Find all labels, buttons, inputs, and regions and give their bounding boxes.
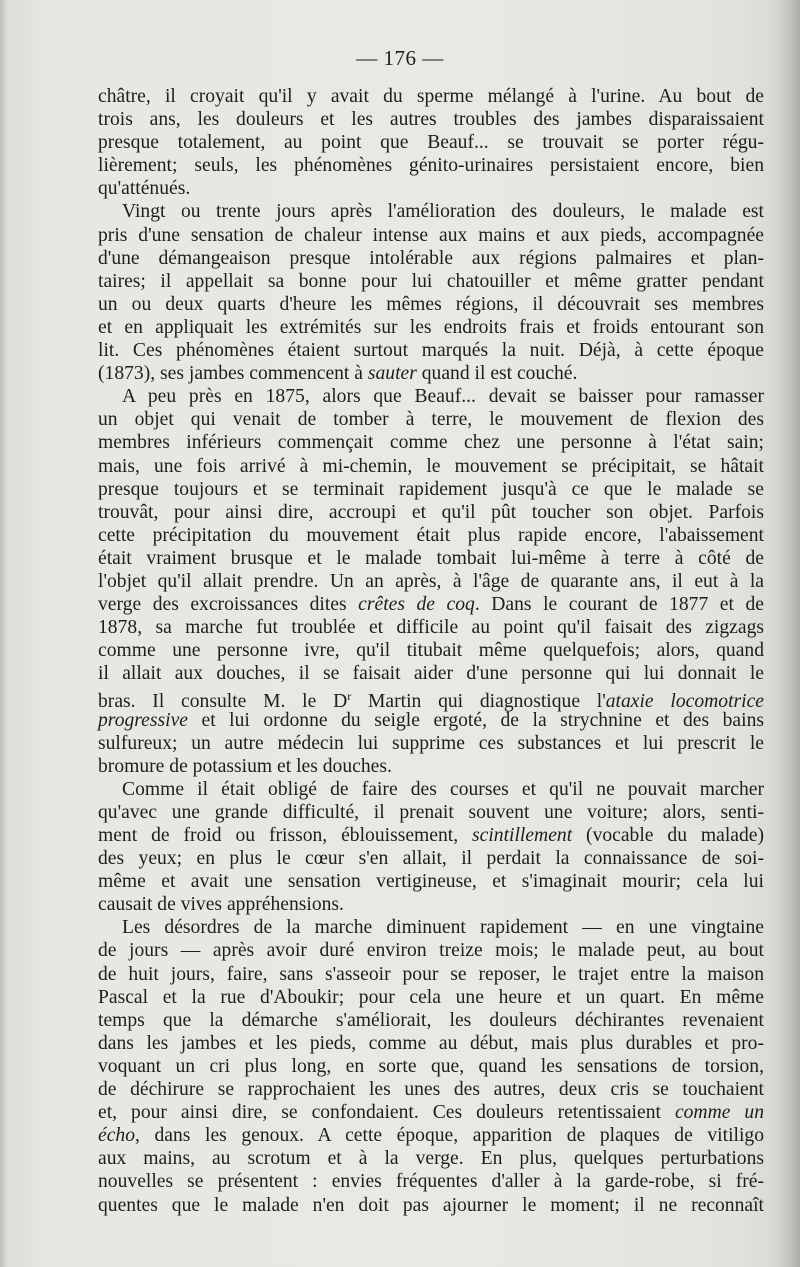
text-line: dans les jambes et les pieds, comme au début, mais plus durables et pro- xyxy=(98,1032,764,1054)
text-line: Pascal et la rue d'Aboukir; pour cela une heure et un quart. En même xyxy=(98,986,764,1008)
page-left-edge xyxy=(0,0,8,1267)
text-line: nouvelles se présentent : envies fréquentes d'aller à la garde-robe, si fré- xyxy=(98,1171,764,1193)
text-line: Comme il était obligé de faire des courses et qu'il ne pouvait marcher xyxy=(122,778,764,800)
text-line: qu'atténués. xyxy=(98,178,191,200)
text-line: un objet qui venait de tomber à terre, le mouvement de flexion des xyxy=(98,409,764,431)
text-line: trouvât, pour ainsi dire, accroupi et qu'il pût toucher son objet. Parfois xyxy=(98,501,764,523)
text-line: trois ans, les douleurs et les autres troubles des jambes disparaissaient xyxy=(98,109,764,131)
text-line: et en appliquait les extrémités sur les endroits frais et froids entourant son xyxy=(98,316,764,338)
page-binding-shadow xyxy=(772,0,800,1267)
text-line: d'une démangeaison presque intolérable aux régions palmaires et plan- xyxy=(98,247,764,269)
text-line: de huit jours, faire, sans s'asseoir pour se reposer, le trajet entre la maison xyxy=(98,963,764,985)
text-line: qu'avec une grande difficulté, il prenait souvent une voiture; alors, senti- xyxy=(98,801,764,823)
text-line: Vingt ou trente jours après l'amélioration des douleurs, le malade est xyxy=(122,201,764,223)
text-line: presque totalement, au point que Beauf... se trouvait se porter régu- xyxy=(98,132,764,154)
page-number: — 176 — xyxy=(356,46,444,70)
text-line: des yeux; en plus le cœur s'en allait, il perdait la connaissance de soi- xyxy=(98,848,764,870)
text-line: voquant un cri plus long, en sorte que, quand les sensations de torsion, xyxy=(98,1055,764,1077)
text-line: bromure de potassium et les douches. xyxy=(98,755,392,777)
text-line: A peu près en 1875, alors que Beauf... devait se baisser pour ramasser xyxy=(122,386,764,408)
text-line: membres inférieurs commençait comme chez une personne à l'état sain; xyxy=(98,432,764,454)
text-line: quentes que le malade n'en doit pas ajourner le moment; il ne reconnaît xyxy=(98,1194,764,1216)
text-line: même et avait une sensation vertigineuse, et s'imaginait mourir; cela lui xyxy=(98,871,764,893)
text-line: un ou deux quarts d'heure les mêmes régions, il découvrait ses membres xyxy=(98,293,764,315)
text-line: de déchirure se rapprochaient les unes des autres, deux cris se touchaient xyxy=(98,1079,764,1101)
text-line: (1873), ses jambes commencent à sauter quand il est couché. xyxy=(98,363,578,385)
text-line: comme une personne ivre, qu'il titubait même quelquefois; alors, quand xyxy=(98,640,764,662)
text-line: de jours — après avoir duré environ treize mois; le malade peut, au bout xyxy=(98,940,764,962)
text-line: verge des excroissances dites crêtes de coq. Dans le courant de 1877 et de xyxy=(98,594,764,616)
text-line: mais, une fois arrivé à mi-chemin, le mouvement se précipitait, se hâtait xyxy=(98,455,764,477)
text-line: causait de vives appréhensions. xyxy=(98,894,344,916)
text-line: était vraiment brusque et le malade tombait lui-même à terre à côté de xyxy=(98,547,764,569)
text-line: cette précipitation du mouvement était plus rapide encore, l'abaissement xyxy=(98,524,764,546)
text-line: il allait aux douches, il se faisait aider d'une personne qui lui donnait le xyxy=(98,663,764,685)
text-line: ment de froid ou frisson, éblouissement, scintillement (vocable du malade) xyxy=(98,825,764,846)
text-line: écho, dans les genoux. A cette époque, apparition de plaques de vitiligo xyxy=(98,1125,764,1147)
text-line: 1878, sa marche fut troublée et difficile au point qu'il faisait des zigzags xyxy=(98,617,764,639)
text-line: bras. Il consulte M. le $D^r$ Martin qui diagnostique l'ataxie locomotrice xyxy=(98,689,764,713)
text-line: l'objet qu'il allait prendre. Un an après, à l'âge de quarante ans, il eut à la xyxy=(98,570,764,592)
text-line: progressive et lui ordonne du seigle ergoté, de la strychnine et des bains xyxy=(98,709,764,731)
text-line: lit. Ces phénomènes étaient surtout marqués la nuit. Déjà, à cette époque xyxy=(98,340,764,362)
text-line: et, pour ainsi dire, se confondaient. Ces douleurs retentissaient comme un xyxy=(98,1102,765,1124)
text-line: châtre, il croyait qu'il y avait du sperme mélangé à l'urine. Au bout de xyxy=(98,86,764,107)
text-line: Les désordres de la marche diminuent rapidement — en une vingtaine xyxy=(122,917,764,939)
text-line: lièrement; seuls, les phénomènes génito-urinaires persistaient encore, bien xyxy=(98,155,764,177)
text-line: presque toujours et se terminait rapidement jusqu'à ce que le malade se xyxy=(98,478,764,500)
body-text xyxy=(98,85,764,1217)
text-line: sulfureux; un autre médecin lui supprime ces substances et lui prescrit le xyxy=(98,732,764,754)
text-line: taires; il appellait sa bonne pour lui chatouiller et même gratter pendant xyxy=(98,270,764,292)
text-line: aux mains, au scrotum et à la verge. En plus, quelques perturbations xyxy=(98,1148,764,1170)
text-line: temps que la démarche s'améliorait, les douleurs déchirantes revenaient xyxy=(98,1009,764,1031)
text-line: pris d'une sensation de chaleur intense aux mains et aux pieds, accompagnée xyxy=(98,224,764,246)
